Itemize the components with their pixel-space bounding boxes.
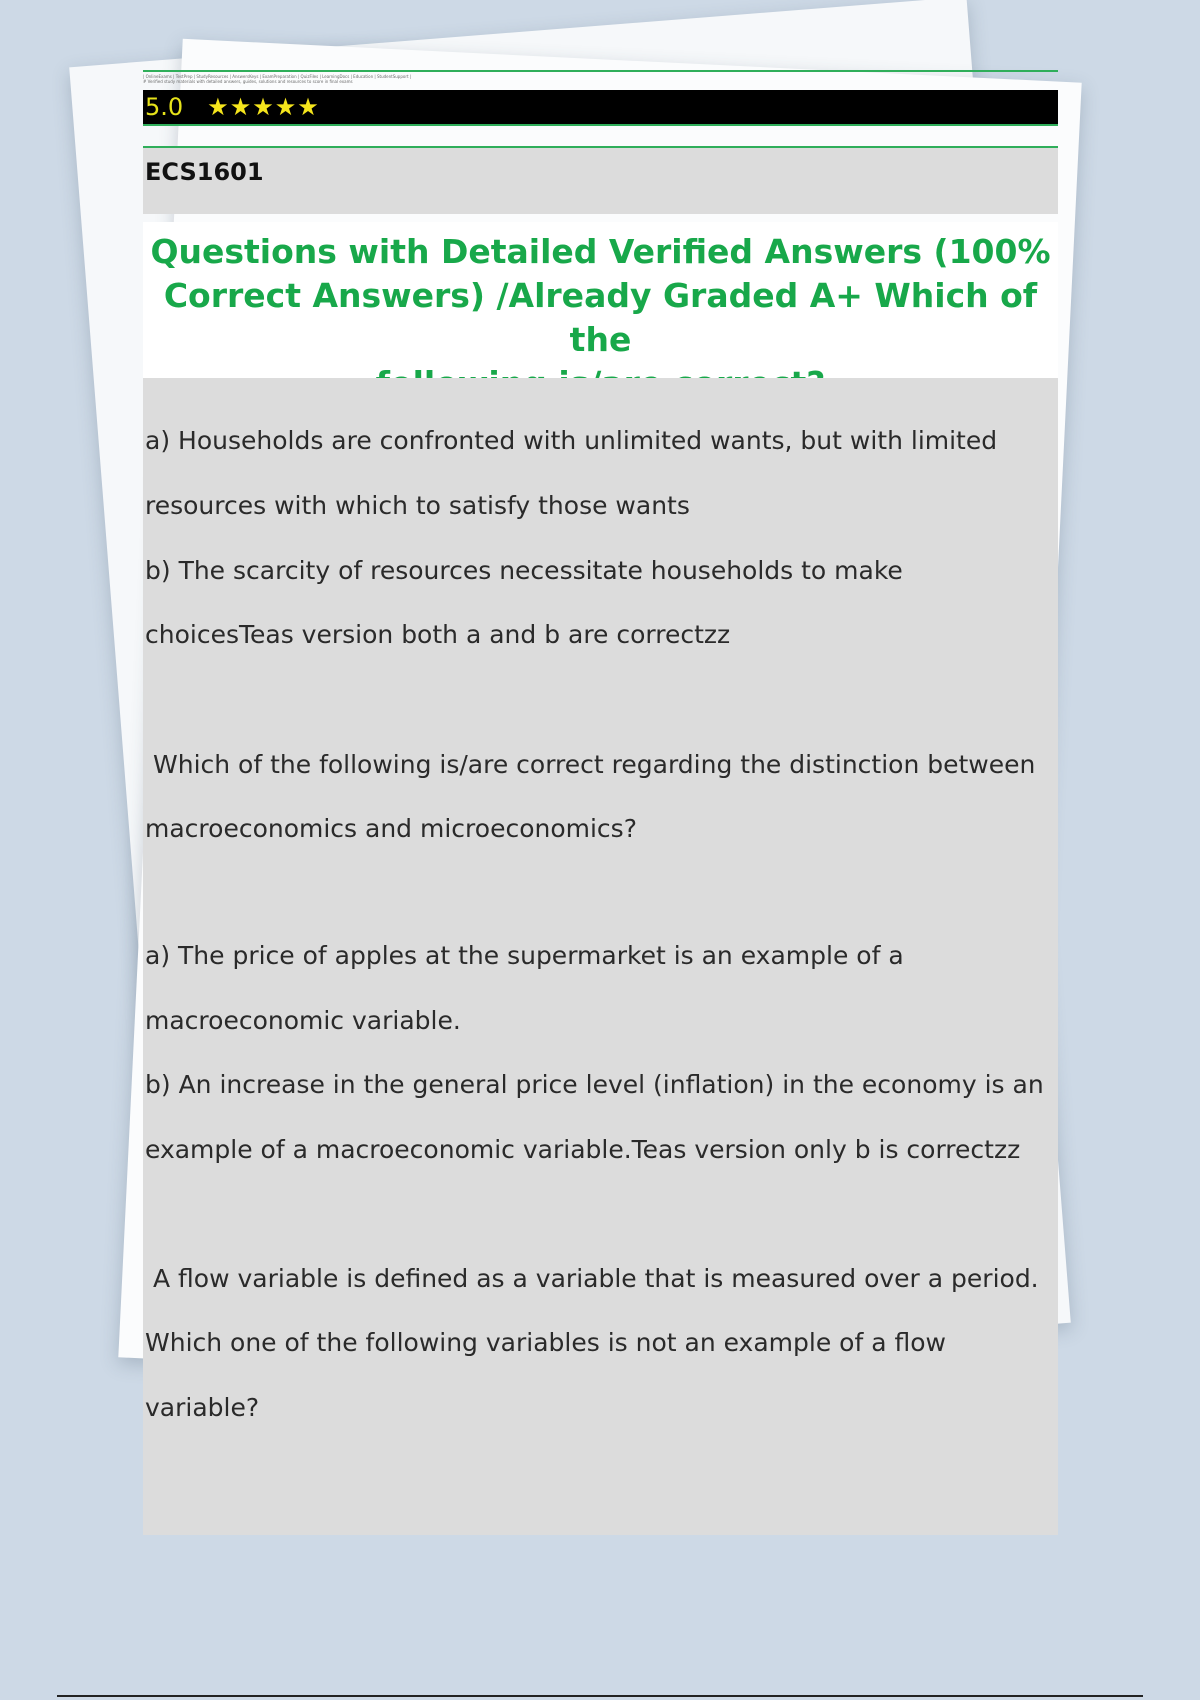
body-line: a) Households are confronted with unlimited wants, but with limited (145, 426, 998, 455)
footer-rule (57, 1695, 1143, 1697)
title-line: Questions with Detailed Verified Answers (100% (150, 232, 1051, 271)
body-line: b) An increase in the general price level (inflation) in the economy is an (145, 1070, 1044, 1099)
body-line: Which one of the following variables is not an example of a flow (145, 1328, 946, 1357)
body-line: variable? (145, 1393, 260, 1422)
body-line: macroeconomic variable. (145, 1006, 461, 1035)
document-page (143, 70, 1058, 1535)
course-code: ECS1601 (145, 158, 264, 186)
body-line: choicesTeas version both a and b are correctzz (145, 620, 731, 649)
header-tags-line: # Verified study materials with detailed answers, guides, solutions and resources to score in final exams (143, 79, 353, 84)
header-tags-line: | OnlineExams | TestPrep | StudyResources | AnswersKeys | ExamPreparation | QuizFiles | LearningDocs | Education | StudentSupport | (143, 74, 412, 79)
body-line: resources with which to satisfy those wants (145, 491, 690, 520)
body-line: b) The scarcity of resources necessitate households to make (145, 556, 903, 585)
star-rating-icon: ★★★★★ (207, 93, 320, 121)
body-line: macroeconomics and microeconomics? (145, 814, 637, 843)
title-line: Correct Answers) /Already Graded A+ Which of the (163, 276, 1038, 359)
body-line: A flow variable is defined as a variable that is measured over a period. (153, 1264, 1039, 1293)
body-line: a) The price of apples at the supermarket is an example of a (145, 941, 904, 970)
body-line: Which of the following is/are correct regarding the distinction between (153, 750, 1036, 779)
title-band (143, 222, 1058, 378)
document-body (143, 378, 1058, 1535)
body-line: example of a macroeconomic variable.Teas version only b is correctzz (145, 1135, 1021, 1164)
header-tags (143, 74, 1058, 90)
rating-bar (143, 90, 1058, 126)
header-rule (143, 70, 1058, 72)
course-code-band (143, 146, 1058, 214)
rating-score: 5.0 (145, 93, 184, 121)
